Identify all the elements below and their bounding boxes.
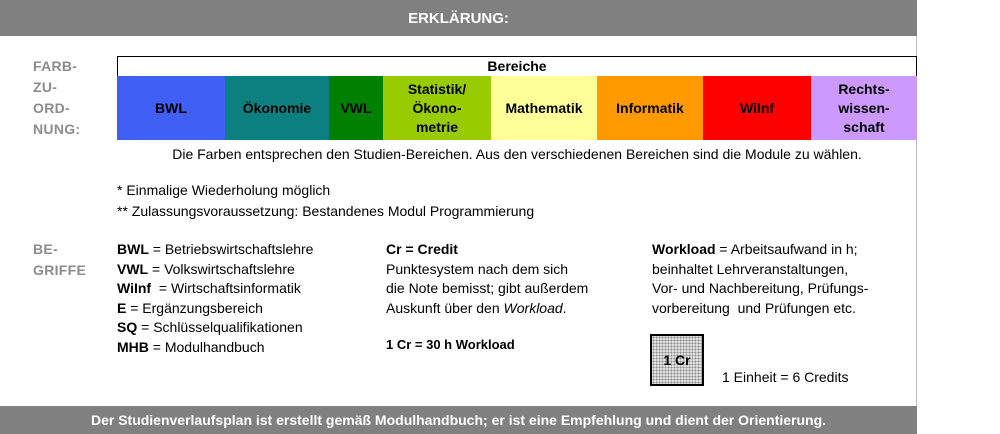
- abbr-mhb: MHB = Modulhandbuch: [117, 338, 265, 355]
- credit-heading: Cr = Credit: [386, 241, 458, 257]
- bereich-wiinf: WiInf: [703, 76, 811, 140]
- farben-note: Die Farben entsprechen den Studien-Bereichen. Aus den verschiedenen Bereichen sind die Module zu wählen.: [172, 146, 862, 162]
- legend-header: [0, 0, 917, 36]
- credit-unit-text: 1 Einheit = 6 Credits: [722, 369, 849, 385]
- bereich-vwl: VWL: [329, 76, 383, 140]
- credit-unit-box: 1 Cr: [650, 334, 704, 386]
- footer-text: Der Studienverlaufsplan ist erstellt gemäß Modulhandbuch; er ist eine Empfehlung und dient der Orientierung.: [90, 412, 827, 428]
- bereich-mathematik: Mathematik: [491, 76, 597, 140]
- begriffe-label: BE- GRIFFE: [33, 241, 87, 278]
- bereich-bwl: BWL: [117, 76, 225, 140]
- note-wiederholung: * Einmalige Wiederholung möglich: [117, 182, 331, 198]
- legend-title: ERKLÄRUNG:: [408, 9, 509, 27]
- bereich-rechtswissenschaft: Rechts- wissen- schaft: [811, 76, 917, 140]
- abbr-sq: SQ = Schlüsselqualifikationen: [117, 319, 303, 336]
- farbzuordnung-label: FARB- ZU- ORD- NUNG:: [33, 58, 81, 137]
- note-zulassung: ** Zulassungsvoraussetzung: Bestandenes Modul Programmierung: [117, 203, 535, 219]
- bereich-informatik: Informatik: [597, 76, 703, 140]
- abbr-e: E = Ergänzungsbereich: [117, 299, 263, 316]
- legend-footer: [0, 406, 917, 434]
- abbr-bwl: BWL = Betriebswirtschaftslehre: [117, 241, 314, 257]
- abbr-vwl: VWL = Volkswirtschaftslehre: [117, 260, 295, 277]
- credit-conversion: 1 Cr = 30 h Workload: [386, 337, 515, 353]
- workload-term: Workload: [652, 241, 716, 257]
- bereiche-color-row: [117, 76, 917, 140]
- bereich-oekonomie: Ökonomie: [225, 76, 329, 140]
- credit-definition: Cr = Credit Punktesystem nach dem sich die Note bemisst; gibt außerdem Auskunft über den Workload. 1 Cr = 30 h Workload: [386, 241, 589, 353]
- bereich-statistik: Statistik/ Ökono- metrie: [383, 76, 491, 140]
- abbr-wiinf: WiInf = Wirtschaftsinformatik: [117, 280, 301, 297]
- bereiche-title: Bereiche: [117, 56, 917, 76]
- abbreviation-list: [117, 240, 313, 358]
- workload-definition: Workload = Arbeitsaufwand in h; beinhaltet Lehrveranstaltungen, Vor- und Nachbereitung, Prüfungs- vorbereitung und Prüfungen etc.: [652, 241, 869, 316]
